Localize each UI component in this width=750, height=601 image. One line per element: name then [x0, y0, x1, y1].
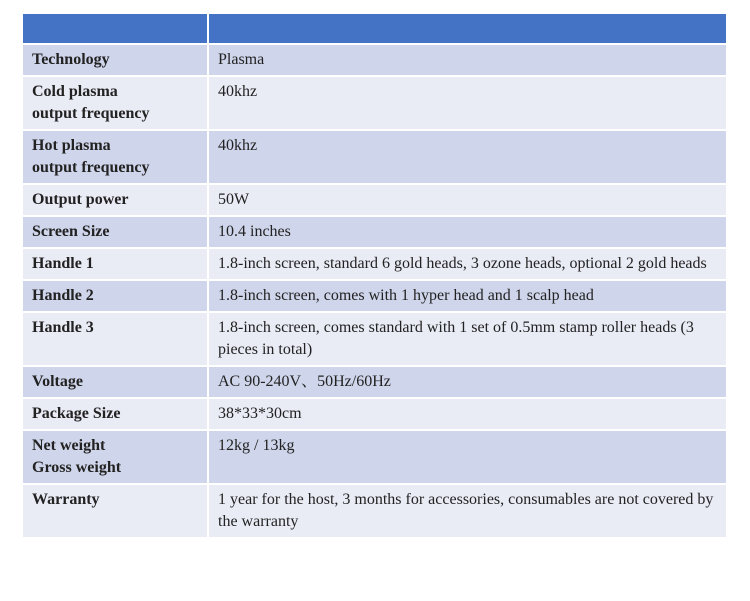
row-label: Technology	[23, 45, 209, 77]
row-label: Output power	[23, 185, 209, 217]
row-value: AC 90-240V、50Hz/60Hz	[209, 367, 726, 399]
table-row	[23, 131, 726, 185]
table-row	[23, 185, 726, 217]
header-cell-value	[209, 14, 726, 45]
table-row	[23, 367, 726, 399]
row-value: 1.8-inch screen, standard 6 gold heads, 3 ozone heads, optional 2 gold heads	[209, 249, 726, 281]
row-value: 40khz	[209, 77, 726, 131]
table-row	[23, 249, 726, 281]
table-row	[23, 217, 726, 249]
row-label: Handle 1	[23, 249, 209, 281]
row-label: Voltage	[23, 367, 209, 399]
row-value: 50W	[209, 185, 726, 217]
row-value: 38*33*30cm	[209, 399, 726, 431]
table-row	[23, 281, 726, 313]
table-row	[23, 431, 726, 485]
row-label: Screen Size	[23, 217, 209, 249]
table-row	[23, 77, 726, 131]
header-cell-label	[23, 14, 209, 45]
row-value: 12kg / 13kg	[209, 431, 726, 485]
table-row	[23, 399, 726, 431]
row-label: Handle 2	[23, 281, 209, 313]
row-label: Hot plasma output frequency	[23, 131, 209, 185]
row-value: 10.4 inches	[209, 217, 726, 249]
row-label: Handle 3	[23, 313, 209, 367]
row-value: 1 year for the host, 3 months for accessories, consumables are not covered by the warranty	[209, 485, 726, 539]
row-label: Net weight Gross weight	[23, 431, 209, 485]
table-row	[23, 45, 726, 77]
row-label: Warranty	[23, 485, 209, 539]
row-value: 1.8-inch screen, comes with 1 hyper head and 1 scalp head	[209, 281, 726, 313]
row-value: Plasma	[209, 45, 726, 77]
spec-table	[23, 14, 726, 539]
row-label: Cold plasma output frequency	[23, 77, 209, 131]
row-value: 40khz	[209, 131, 726, 185]
row-label: Package Size	[23, 399, 209, 431]
table-row	[23, 313, 726, 367]
row-value: 1.8-inch screen, comes standard with 1 set of 0.5mm stamp roller heads (3 pieces in total)	[209, 313, 726, 367]
table-row	[23, 485, 726, 539]
table-header-row	[23, 14, 726, 45]
